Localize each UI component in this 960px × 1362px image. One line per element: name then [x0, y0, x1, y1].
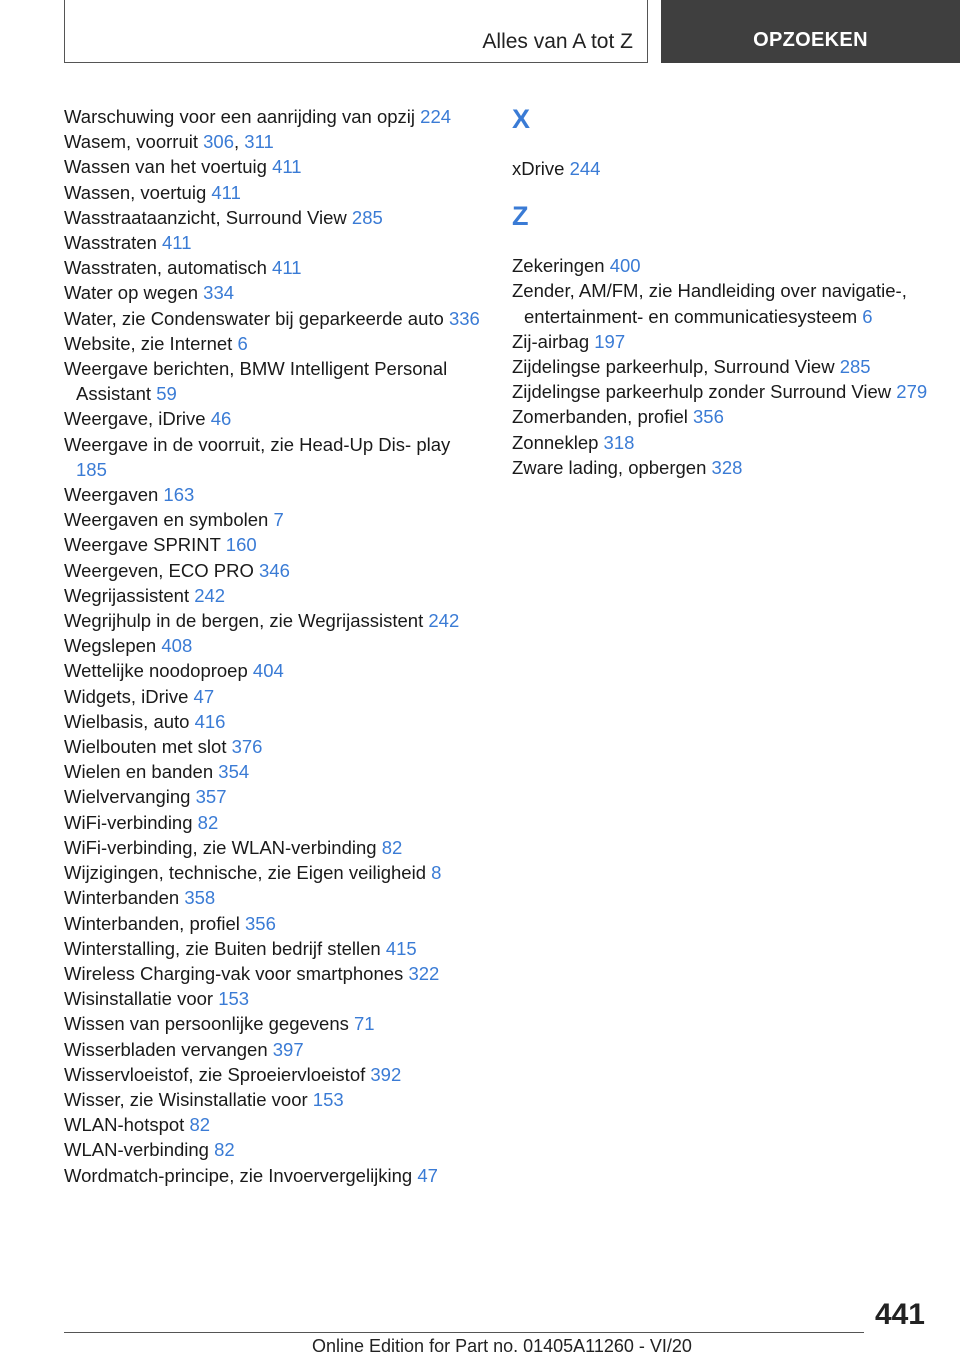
page-link[interactable]: 6: [237, 332, 248, 354]
index-entry-text: Weergaven en symbolen: [64, 509, 269, 531]
page-link[interactable]: 328: [711, 456, 743, 478]
index-entry: [64, 230, 484, 255]
index-entry-text: Wegrijhulp in de bergen, zie Wegrijassistent: [64, 610, 424, 632]
page-link[interactable]: 357: [195, 786, 227, 808]
index-entry-text: Wijzigingen, technische, zie Eigen veiligheid: [64, 862, 426, 884]
index-entry-text: Winterbanden, profiel: [64, 912, 240, 934]
index-entry: [64, 180, 484, 205]
index-entry-text: Warschuwing voor een aanrijding van opzij: [64, 106, 416, 127]
index-entry: [64, 280, 484, 305]
index-entry-text: Wielvervanging: [64, 786, 191, 808]
index-column-left: [64, 104, 484, 1188]
page-link[interactable]: 408: [161, 635, 193, 657]
page-link[interactable]: 285: [839, 356, 871, 378]
page-link[interactable]: 82: [189, 1114, 211, 1136]
index-entry: [64, 1137, 484, 1162]
index-entry: [512, 329, 932, 354]
index-column-right: [512, 104, 932, 480]
page-link[interactable]: 47: [193, 685, 215, 707]
index-entry-text: WiFi-verbinding, zie WLAN-verbinding: [64, 836, 377, 858]
index-entry-text: Weergave in de voorruit, zie Head-Up Dis‐ play: [64, 433, 451, 455]
page-link[interactable]: 411: [162, 232, 192, 254]
index-entry: [64, 406, 484, 431]
page-link[interactable]: 376: [231, 736, 263, 758]
index-entry-text: WLAN-hotspot: [64, 1114, 185, 1136]
section-z-entries: [512, 253, 932, 480]
index-entry-text: Water, zie Condenswater bij geparkeerde auto: [64, 307, 444, 329]
index-entry: [512, 430, 932, 455]
page-link[interactable]: 47: [417, 1164, 438, 1186]
page-link[interactable]: 334: [203, 282, 235, 304]
page-link[interactable]: 153: [218, 988, 250, 1010]
index-entry-text: Zijdelingse parkeerhulp zonder Surround View: [512, 381, 892, 403]
index-entry-text: Website, zie Internet: [64, 332, 233, 354]
index-entry-text: Wasstraten: [64, 232, 157, 254]
index-entry: [64, 810, 484, 835]
index-entry: [512, 354, 932, 379]
index-entry: [64, 432, 484, 482]
index-entry-text: Zonneklep: [512, 431, 599, 453]
index-entry-text: Wasem, voorruit: [64, 131, 198, 153]
page-link[interactable]: 46: [210, 408, 232, 430]
index-entry-text: Wielbasis, auto: [64, 710, 190, 732]
index-entry: [512, 278, 932, 328]
page-link[interactable]: 336: [448, 307, 480, 329]
page-link[interactable]: 244: [569, 158, 601, 179]
index-entry: [64, 507, 484, 532]
index-entry: [64, 911, 484, 936]
page-link[interactable]: 397: [272, 1038, 304, 1060]
page-link[interactable]: 285: [351, 206, 383, 228]
page-link[interactable]: 411: [211, 181, 241, 203]
page-link[interactable]: 400: [609, 255, 641, 277]
index-entry-text: Water op wegen: [64, 282, 199, 304]
section-letter-x: X: [512, 104, 531, 134]
section-letter-z: Z: [512, 201, 529, 232]
index-entry: [512, 455, 932, 480]
index-entry-text: Wassen van het voertuig: [64, 156, 267, 178]
page-link[interactable]: 311: [244, 131, 274, 153]
index-entry-text: Wissen van persoonlijke gegevens: [64, 1013, 349, 1035]
index-entry-text: Wassen, voertuig: [64, 181, 207, 203]
index-entry-text: Wisservloeistof, zie Sproeiervloeistof: [64, 1063, 366, 1085]
index-entry-text: Wisserbladen vervangen: [64, 1038, 268, 1060]
index-entry-text: Wordmatch-principe, zie Invoervergelijking: [64, 1164, 413, 1186]
index-entry: [64, 936, 484, 961]
index-entry-text: Weergave, iDrive: [64, 408, 206, 430]
index-entry-text: Wisser, zie Wisinstallatie voor: [64, 1088, 308, 1110]
index-entry-text: Wisinstallatie voor: [64, 988, 214, 1010]
index-entry-text: Winterbanden: [64, 887, 180, 909]
page-link[interactable]: 415: [385, 937, 417, 959]
index-entry-text: Wettelijke noodoproep: [64, 660, 248, 682]
page-link[interactable]: 306: [203, 131, 234, 153]
page-link[interactable]: 82: [197, 811, 219, 833]
page-link[interactable]: 8: [431, 862, 442, 884]
page-link[interactable]: 242: [194, 584, 226, 606]
page-link[interactable]: 82: [381, 836, 403, 858]
index-entry: Wasem, voorruit 306, 311: [64, 131, 274, 153]
index-entry: [512, 253, 932, 278]
page-link[interactable]: 82: [214, 1139, 235, 1161]
page-link[interactable]: 153: [312, 1088, 344, 1110]
index-entry: [64, 532, 484, 557]
page-link[interactable]: 242: [428, 610, 460, 632]
index-entry: [64, 759, 484, 784]
index-entry: [512, 404, 932, 429]
index-entry: [64, 684, 484, 709]
page-link[interactable]: 163: [163, 484, 195, 506]
section-x-entries: [512, 156, 932, 181]
page-link[interactable]: 160: [225, 534, 257, 556]
index-entry: [64, 709, 484, 734]
index-entry-text: Wielbouten met slot: [64, 736, 227, 758]
index-entry: [64, 104, 484, 129]
page-link[interactable]: 411: [272, 156, 302, 178]
tab-opzoeken[interactable]: OPZOEKEN: [661, 0, 960, 63]
index-entry: [512, 156, 932, 181]
index-entry: [64, 558, 484, 583]
index-entry-text: WiFi-verbinding: [64, 811, 193, 833]
page-link[interactable]: 318: [603, 431, 635, 453]
index-entry-text: Zekeringen: [512, 255, 605, 277]
index-entry-text: Zware lading, opbergen: [512, 456, 707, 478]
page-link[interactable]: 59: [156, 383, 177, 405]
index-entry: [64, 1087, 484, 1112]
index-entry-text: Zij-airbag: [512, 330, 590, 352]
page-link[interactable]: 185: [76, 458, 107, 480]
index-entry: [64, 205, 484, 230]
index-entry-text: Zender, AM/FM, zie Handleiding over navigatie-, entertainment- en communicatiesysteem: [512, 280, 907, 327]
index-entry-text: Wasstraten, automatisch: [64, 257, 267, 279]
index-entry-text: Weergave SPRINT: [64, 534, 221, 556]
index-entry: [64, 1163, 484, 1188]
page-link[interactable]: 416: [194, 710, 226, 732]
index-entry: [64, 1037, 484, 1062]
index-entry: [64, 961, 484, 986]
index-entry: [64, 734, 484, 759]
index-entry-text: Wielen en banden: [64, 761, 214, 783]
index-entry-text: Wegrijassistent: [64, 584, 190, 606]
index-entry: [512, 379, 932, 404]
index-entry: [64, 633, 484, 658]
page-link[interactable]: 322: [408, 962, 440, 984]
header-box: [64, 0, 648, 63]
footer-divider: [64, 1332, 864, 1333]
page-link[interactable]: 279: [896, 381, 928, 403]
index-entry: [64, 986, 484, 1011]
section-title: Alles van A tot Z: [482, 30, 633, 53]
index-entry: [64, 1062, 484, 1087]
page-link[interactable]: 404: [252, 660, 284, 682]
page-link[interactable]: 358: [184, 887, 216, 909]
index-entry: [64, 784, 484, 809]
index-entry-text: Weergeven, ECO PRO: [64, 559, 254, 581]
page-number: 441: [874, 1298, 925, 1331]
index-entry: [64, 356, 484, 406]
index-entry: [64, 154, 484, 179]
index-entry-text: Zomerbanden, profiel: [512, 406, 688, 428]
index-entry-text: Zijdelingse parkeerhulp, Surround View: [512, 356, 835, 378]
page-link[interactable]: 224: [420, 106, 452, 127]
index-entry: [64, 255, 484, 280]
index-entry-text: Wireless Charging-vak voor smartphones: [64, 962, 404, 984]
index-entry: [64, 1112, 484, 1137]
page-link[interactable]: 392: [370, 1063, 402, 1085]
page-link[interactable]: 197: [594, 330, 626, 352]
index-entry: [64, 583, 484, 608]
index-entry: [64, 331, 484, 356]
index-entry: [64, 608, 484, 633]
index-entry-text: Wegslepen: [64, 635, 157, 657]
index-entry-text: WLAN-verbinding: [64, 1139, 209, 1161]
index-entry-text: xDrive: [512, 158, 565, 179]
page-link[interactable]: 356: [693, 406, 724, 428]
index-entry-text: Wasstraataanzicht, Surround View: [64, 206, 347, 228]
page-link[interactable]: 71: [354, 1013, 375, 1035]
index-entry-text: Weergave berichten, BMW Intelligent Personal Assistant: [64, 358, 448, 405]
index-entry-text: Widgets, iDrive: [64, 685, 189, 707]
index-entry: [64, 885, 484, 910]
page-link[interactable]: 356: [245, 912, 276, 934]
page-link[interactable]: 346: [259, 559, 290, 581]
index-entry: [64, 860, 484, 885]
page-link[interactable]: 411: [272, 257, 302, 279]
index-entry: [64, 658, 484, 683]
index-entry-text: Winterstalling, zie Buiten bedrijf stellen: [64, 937, 381, 959]
page-link[interactable]: 7: [273, 509, 284, 531]
index-entry: [64, 482, 484, 507]
index-entry: [64, 1011, 484, 1036]
index-entry-text: Weergaven: [64, 484, 159, 506]
edition-text: Online Edition for Part no. 01405A11260 - VI/20: [312, 1336, 692, 1356]
index-entry: [64, 835, 484, 860]
page-link[interactable]: 354: [218, 761, 250, 783]
page-link[interactable]: 6: [862, 305, 873, 327]
index-entry: [64, 306, 484, 331]
